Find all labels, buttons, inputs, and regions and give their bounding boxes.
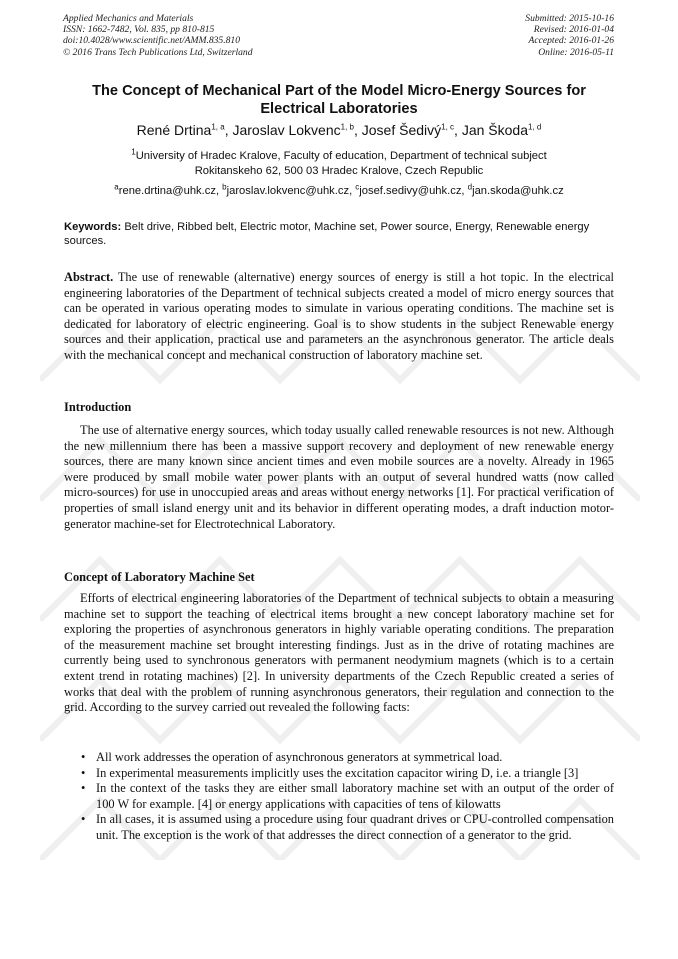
section-heading-introduction: Introduction [64, 400, 132, 414]
abstract-label: Abstract. [64, 270, 114, 284]
title-line-1: The Concept of Mechanical Part of the Model Micro-Energy Sources for [92, 83, 586, 99]
keywords [64, 220, 614, 248]
submitted-date: Submitted: 2015-10-16 [525, 13, 614, 24]
bullet-icon: • [81, 781, 86, 796]
accepted-date: Accepted: 2016-01-26 [528, 35, 614, 47]
facts-list [64, 750, 614, 844]
author-sup: 1, c [441, 122, 455, 132]
list-item-text: In all cases, it is assumed using a procedure using four quadrant drives or CPU-controlled compensation unit. The exception is the work of that addresses the direct connection of a generator to the grid. [96, 812, 614, 842]
email-sup: a [114, 182, 119, 192]
doi-line: doi:10.4028/www.scientific.net/AMM.835.810 [63, 35, 241, 47]
affiliation-line-1: University of Hradec Kralove, Faculty of education, Department of technical subject [135, 150, 547, 162]
list-item-text: In experimental measurements implicitly uses the excitation capacitor wiring D, i.e. a triangle [3] [96, 765, 579, 780]
issn-line: ISSN: 1662-7482, Vol. 835, pp 810-815 [63, 24, 215, 36]
keywords-label: Keywords: [64, 221, 122, 233]
author-sup: 1, d [528, 122, 542, 132]
abstract [64, 270, 614, 364]
author-sup: 1, a [211, 122, 225, 132]
copyright-line: © 2016 Trans Tech Publications Ltd, Switzerland [63, 46, 253, 58]
email-sup: d [467, 182, 473, 192]
bullet-icon: • [81, 812, 86, 827]
bullet-icon: • [81, 750, 86, 764]
email-link[interactable]: jan.skoda@uhk.cz [472, 185, 564, 197]
email-link[interactable]: josef.sedivy@uhk.cz [359, 185, 462, 197]
list-item-text: All work addresses the operation of asynchronous generators at symmetrical load. [96, 750, 503, 764]
affiliation-sup: 1 [131, 147, 136, 157]
revised-date: Revised: 2016-01-04 [533, 24, 614, 36]
email-link[interactable]: rene.drtina@uhk.cz [118, 185, 216, 197]
title-line-2: Electrical Laboratories [260, 101, 418, 117]
author-name: Jan Škoda [461, 122, 528, 138]
journal-name: Applied Mechanics and Materials [63, 13, 194, 24]
list-item [64, 781, 614, 812]
author-name: Jaroslav Lokvenc [232, 122, 341, 138]
bullet-icon: • [81, 765, 86, 780]
author-name: Josef Šedivý [361, 122, 442, 138]
affiliation-line-2: Rokitanskeho 62, 500 03 Hradec Kralove, Czech Republic [194, 165, 484, 177]
email-list: $^a$rene.drtina@uhk.cz, $^b$jaroslav.lokvenc@uhk.cz, $^c$josef.sedivy@uhk.cz, $^d$jan.skoda@uhk.cz [114, 182, 564, 197]
email-sup: c [355, 182, 360, 192]
author-list: René Drtina$^{1, a}$, Jaroslav Lokvenc$^{1, b}$, Josef Šedivý$^{1, c}$, Jan Škoda$^{1, d}$ [136, 122, 542, 138]
keywords-text: Belt drive, Ribbed belt, Electric motor, Machine set, Power source, Energy, Renewable energy sources. [64, 221, 590, 247]
email-sup: b [222, 182, 227, 192]
list-item [64, 812, 614, 843]
list-item [64, 766, 614, 782]
concept-paragraph: Efforts of electrical engineering laboratories of the Department of technical subjects to obtain a measuring machine set to support the teaching of electrical items brought a new concept laboratory machine set for exploring the properties of asynchronous generators in highly variable operating conditions. The preparation of the measurement machine set brought interesting findings. Just as in the drive of rotating machines are currently being used to synchronous generators with permanent neodymium magnets (which is to a certain extent trend in rotating machines) [2]. In university departments of the Czech Republic created a series of works that deal with the problem of running asynchronous generators, their regulation and connection to the grid. According to the survey carried out revealed the following facts: [64, 591, 614, 715]
paper-title [40, 82, 638, 118]
online-date: Online: 2016-05-11 [538, 46, 614, 58]
submission-dates [525, 13, 614, 58]
section-heading-concept: Concept of Laboratory Machine Set [64, 570, 255, 584]
introduction-paragraph: The use of alternative energy sources, which today usually called renewable resources is not new. Although the new millennium there has been a massive support recovery and deployment of new renewable energy sources, there are many known since ancient times and even mobile sources are a novelty. Already in 1965 were produced by small mobile water power plants with an output of several hundred watts (now called micro-sources) for use in unoccupied areas and areas without energy networks [1]. For practical verification of properties of small island energy unit and its behavior in different operating modes, a draft induction motor-generator machine-set for Electrotechnical Laboratory. [64, 423, 614, 531]
affiliation [40, 149, 638, 179]
journal-info [63, 13, 253, 58]
list-item-text: In the context of the tasks they are either small laboratory machine set with an output of the order of 100 W for example. [4] or energy applications with capacities of tens of kilowatts [96, 781, 614, 811]
email-link[interactable]: jaroslav.lokvenc@uhk.cz [226, 185, 350, 197]
list-item [64, 750, 614, 766]
author-name: René Drtina [136, 122, 212, 138]
abstract-text: The use of renewable (alternative) energy sources of energy is still a hot topic. In the electrical engineering laboratories of the Department of technical subjects created a model of micro energy sources that can be operated in various operating modes to simulate in various operating conditions. The machine set is dedicated for laboratory of electric engineering. Goal is to show students in the subject Renewable energy sources and their application, practical use and parameters an the asynchronous generator. The article deals with the mechanical concept and mechanical construction of laboratory machine set. [64, 270, 614, 362]
author-sup: 1, b [340, 122, 354, 132]
